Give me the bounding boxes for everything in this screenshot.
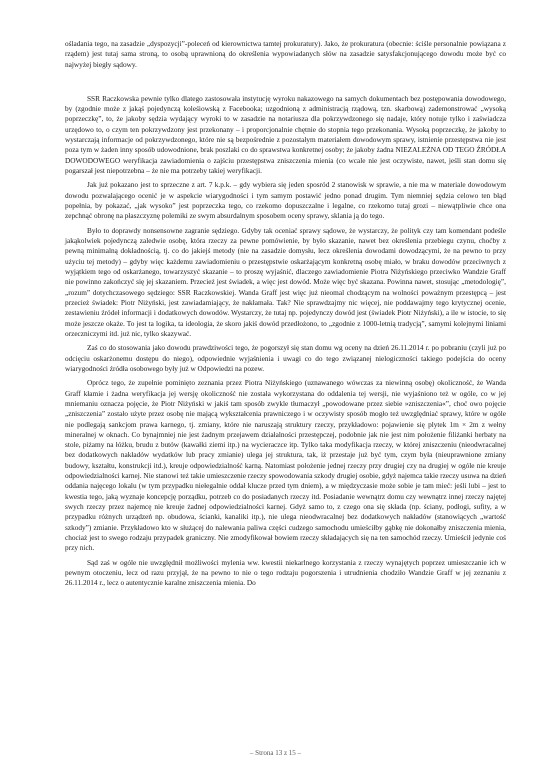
paragraph-7: Sąd zaś w ogóle nie uwzględnił możliwości mylenia ww. kwestii niekarlnego korzystania z rzeczy wynajętych poprzez umieszczanie ich w pewnym otoczeniu, lecz od razu przyjął, że na pewno to nie o tego rodzaju pogorszenia i utrudnienia chodziło Wandzie Graff w jej zeznaniu z 26.11.2014 r., lecz o autentycznie karalne zniszczenia mienia. Do xyxy=(65,557,506,588)
document-page xyxy=(65,39,506,593)
paragraph-5: Zaś co do stosowania jako dowodu prawdziwości tego, że pogorszył się stan domu wg oceny na dzień 26.11.2014 r. po pobraniu (czyli już po odcięciu oskarżonemu dostępu do niego), odpowiednie wyjaśnienia i uwagi co do tego związanej nielogiczności takiego podejścia do oceny wiarygodności źródła osobowego były już w Odpowiedzi na pozew. xyxy=(65,343,506,373)
paragraph-1: ośladania tego, na zasadzie „dyspozycji”-poleceń od kierownictwa tamtej prokuratury). Jako, że prokuratura (obecnie: ściśle personalnie powiązana z rządem) jest tutaj sama stroną, to osobą uprawnioną do określenia wypowiadanych słów na zasadzie satysfakcjonującego dowodu może być co najwyżej biegły sądowy. xyxy=(65,39,506,69)
paragraph-3: Jak już pokazano jest to sprzeczne z art. 7 k.p.k. – gdy wybiera się jeden sposród 2 stanowisk w sprawie, a nie ma w materiale dowodowym dowodu pozwalającego ocenić je w aspekcie wiarygodności i tym samym postawić jedno ponad drugim. Tym niemniej sędzia celowo ten błąd popełnia, by pokazać, „jak wysoko” jest poprzeczka tego, co rzekomo dopuszczalne i legalne, co rzekomo tutaj grozi – niewątpliwie chce ona zepchnąć obronę na płaszczyznę polemiki ze swym absurdalnym sposobem oceny sprawy, sklania ją do tego. xyxy=(65,180,506,221)
paragraph-4: Było to doprawdy nonsensowne zagranie sędziego. Gdyby tak oceniać sprawy sądowe, że wystarczy, że polityk czy tam komendant podeśle jakąkolwiek pojedynczą zaledwie osobę, która rzeczy za pewne pomówienie, by było skazanie, nawet bez określenia przebiegu czynu, choćby z pewną minimalną dokładnością, tj. co do jakiejś metody (nie na zasadzie domysłu, lecz określenia dowodami dowodzącymi, że na pewno to przy użyciu tej metody) – gdyby więc każdemu zawiadomieniu o przestępstwie oskarżającym konkretną osobę miało, w braku dowodów przeciwnych z wyjątkiem tego od oskarżanego, towarzyszyć skazanie – to proszę wyjaśnić, dlaczego zawiadomienie Piotra Niżyńskiego przeciwko Wandzie Graff nie powinno zakończyć się jej skazaniem. Przecież jest świadek, a więc jest dowód. Może więc być skazana. Powinna nawet, stosując „metodologię”, „rozum” dotychczasowego sędziego: SSR Raczkowskiej. Wanda Graff jest więc już nieomal chodzącym na wolności poważnym przestępcą – jest przecież świadek: Piotr Niżyński, jest zawiadamiający, że nakłamała. Tak? Nie sprawdzajmy nic więcej, nie poddawajmy tego krytycznej ocenie, zestawieniu źródeł informacji i dodatkowych dowodów. Wystarczy, że tutaj np. pojedynczy dowód jest (świadek Piotr Niżyński), a ile w istocie, to się może jeszcze okaże. To jest ta logika, ta ideologia, że skoro jakiś dowód przedłożono, to „zgodnie z 1000-letnią tradycją”, samymi kolejnymi liniami orzeczniczymi itd. już nic, tylko skazywać. xyxy=(65,225,506,338)
page-number-footer: – Strona 13 z 15 – xyxy=(249,749,302,757)
paragraph-2: SSR Raczkowska pewnie tylko dlatego zastosowała instytucję wyroku nakazowego na samych dokumentach bez postępowania dowodowego, by (zgodnie może z jakąś pojedynczą koleśiowską z Facebooka; uzgodnioną z administracją rządową, tzn. skarbową) zademonstrować „wysoką poprzeczkę”, to, że jakoby sędzia wydający wyroki to w zasadzie na notariusza dla pokrzywdzonego się nadaje, który notuje tylko i zaświadcza urzędowo to, o czym ten pokrzywdzony jest przekonany – i proporcjonalnie chętnie do stopnia tego przekonania. Wysoką poprzeczkę, że jakoby to wystarczają informacje od pokrzywdzonego, które nie są bezpośrednie z pozostałym materiałem dowodowym sprawy, istnienie przestępstwa nie jest poza tym w żaden inny sposób udowodnione, brak poszlaki co do sprawstwa konkretnej osoby; że jakoby żadna NIEZALEŻNA OD TEGO ŹRÓDŁA DOWODOWEGO weryfikacja zawiadomienia o zajściu przestępstwa zniszczenia mienia (co wcale nie jest oczywiste, nawet, jeśli stan domu się pogarszał jest niepotrzebna – że nie ma potrzeby takiej weryfikacji. xyxy=(65,93,506,175)
paragraph-6: Oprócz tego, że zupełnie pominięto zeznania przez Piotra Niżyńskiego (uznawanego wówczas za niewinną osobę) okoliczność, że Wanda Graff kłamie i żadna weryfikacja jej wersję okoliczność nie została wykorzystana do oddalenia tej wersji, nie wyjaśniono też w ogóle, co w jej mniemaniu oznacza pojęcie, że Piotr Niżyński w jakiś tam sposób zwykle tłumaczył „powodowane przez siebie »zniszczenia«”, choć owo pojęcie „zniszczenia” zostało użyte przez osobę nie mającą wykształcenia prawniczego i w oczywisty sposób mogło też uwzględniać sprawy, które w ogóle nie podlegają sankcjom prawa karnego, tj. zmiany, które nie naruszają struktury rzeczy, przykładowo: pojawienie się plytek 1m × 2m z wełny mineralnej w oknach. Co bynajmniej nie jest żadnym przejawem działalności przestępczej, podobnie jak nie jest nim położenie filiżanki herbaty na stole, piżamy na łóżku, brudu z butów (kawałki ziemi itp.) na wycieraczce itp. Tylko taka modyfikacja rzeczy, w której zniszczeniu (nieodwracalnej bez dodatkowych nakładów wydatków lub pracy zmianie) ulega jej struktura, tak, iż przestaje już być tym, czym była (nieuprawnione zmiany budowy, kształtu, konstrukcji itd.), kreuje odpowiedzialność karną. Natomiast położenie jednej rzeczy przy drugiej czy na drugiej w ogóle nie kreuje odpowiedzialności karnej. Nie stanowi też takie umieszczenie rzeczy spowodowania szkody drugiej osobie, gdyż najemca takie rzeczy usuwa na dzień oddania najęcego lokalu (w tym przypadku niełegalnie oddał klucze przed tym dniem), a w międzyczasie może sobie je tam mieć: jeśli lubi – jest to kwestia tego, jaką wyznaje koncepcję porządku, potrzeb co do posiadanych rzeczy itd. Posiadanie wewnątrz domu czy wewnątrz innej rzeczy najętej swych rzeczy przez najemcę nie kreuje żadnej odpowiedzialności karnej. Gdyż samo to, z czego ona się składa (np. ściany, podłogi, sufity, a w przypadku różnych urządzeń np. obudowa, ścianki, kanaliki itp.), nie ulega nieodwracalnej bez dodatkowych nakładów (stanowiących „wartość szkody”) zmianie. Przykładowo kto w służącej do nalewania paliwa części cudzego samochodu umieściłby gąbkę nie dokonałby zniszczenia mienia, chociaż jest to swego rodzaju przypadek graniczny. Nie zmodyfikował bowiem rzeczy składających się na ten samochód rzeczy. Umieścił jedynie coś przy nich. xyxy=(65,378,506,553)
